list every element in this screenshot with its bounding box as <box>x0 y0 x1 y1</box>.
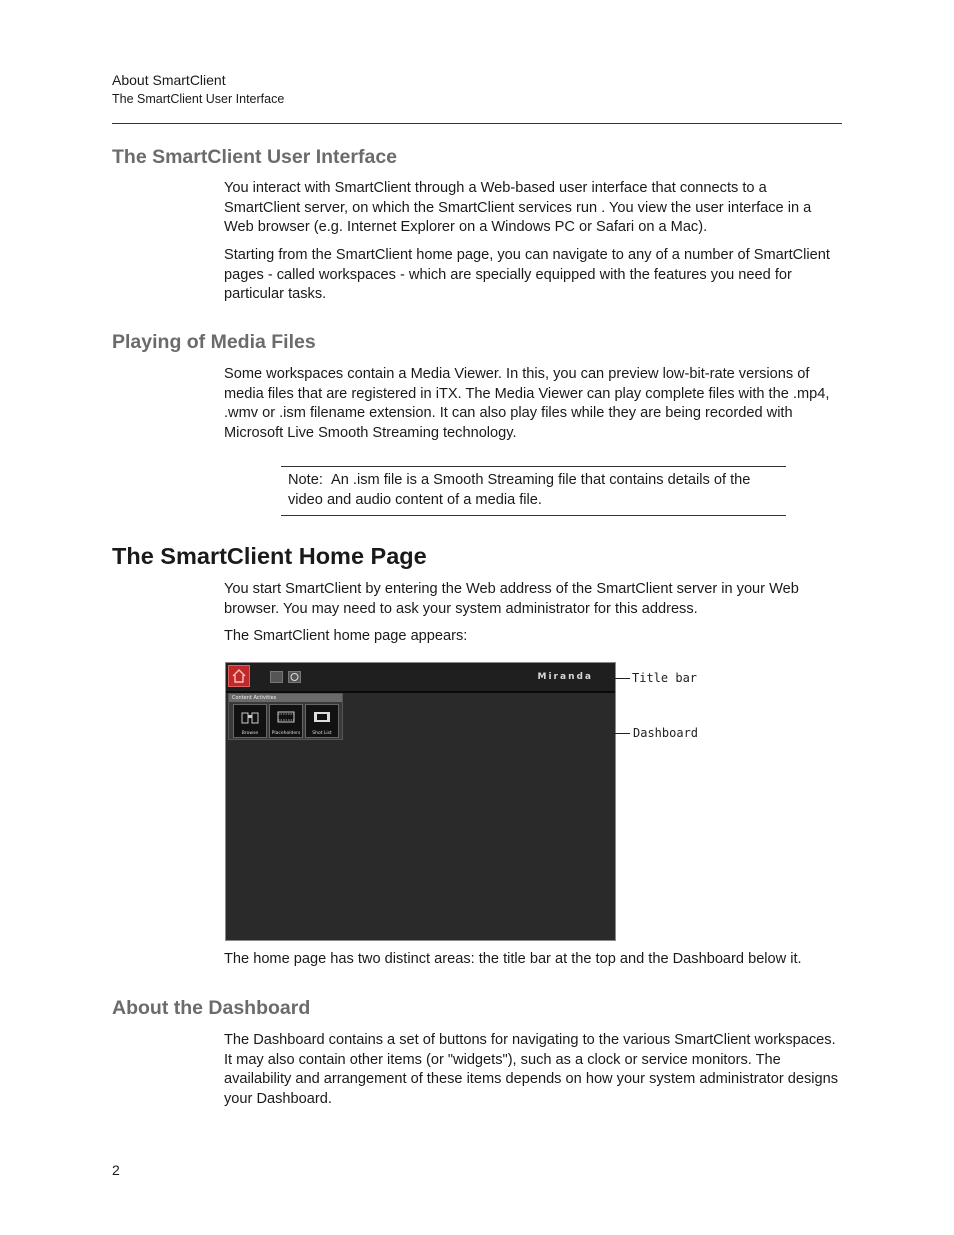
brand-logo: Miranda <box>537 672 593 682</box>
filmstrip-icon <box>313 710 331 724</box>
film-icon <box>277 710 295 724</box>
callout-line-dashboard <box>612 733 630 734</box>
heading-user-interface: The SmartClient User Interface <box>112 146 398 168</box>
tile-shot-list <box>305 704 339 738</box>
tile-placeholders <box>269 704 303 738</box>
clock-icon <box>288 671 301 683</box>
callout-title-bar: Title bar <box>632 671 698 685</box>
paragraph-home-1: You start SmartClient by entering the Web address of the SmartClient server in your Web browser. You may need to ask your system administrator for this address. <box>224 581 799 617</box>
running-header-section: The SmartClient User Interface <box>112 92 285 106</box>
paragraph-home-2: The SmartClient home page appears: <box>224 628 468 644</box>
tile-browse <box>233 704 267 738</box>
panel-title: Content Activities <box>229 694 342 702</box>
heading-dashboard: About the Dashboard <box>112 997 311 1019</box>
binoculars-icon <box>241 710 259 724</box>
running-header-chapter: About SmartClient <box>112 72 226 88</box>
running-header <box>112 71 284 108</box>
tile-label: Shot List <box>312 731 332 736</box>
paragraph-dashboard-1: The Dashboard contains a set of buttons for navigating to the various SmartClient workspaces. It may also contain other items (or "widgets"), such as a clock or service monitors. The availability and arrangement of these items depends on how your system administrator designs your Dashboard. <box>224 1032 839 1107</box>
screenshot-title-bar <box>226 663 615 693</box>
callout-dashboard: Dashboard <box>633 726 699 740</box>
callout-line-title-bar <box>612 678 630 679</box>
paragraph-media-1: Some workspaces contain a Media Viewer. In this, you can preview low-bit-rate versions of media files that are registered in iTX. The Media Viewer can play complete files with the .mp4, .wmv or .ism filename extension. It can also play files while they are being recorded with Microsoft Live Smooth Streaming technology. <box>224 366 830 441</box>
page-number: 2 <box>112 1162 120 1178</box>
content-activities-panel <box>228 693 343 740</box>
note-box: Note: An .ism file is a Smooth Streaming file that contains details of the video and audio content of a media file. <box>281 466 786 516</box>
header-rule <box>112 123 842 124</box>
heading-media-files: Playing of Media Files <box>112 331 316 353</box>
paragraph-home-3: The home page has two distinct areas: the title bar at the top and the Dashboard below it. <box>224 951 802 967</box>
heading-home-page: The SmartClient Home Page <box>112 543 427 569</box>
paragraph-ui-2: Starting from the SmartClient home page, you can navigate to any of a number of SmartClient pages - called workspaces - which are specially equipped with the features you need for particular tasks. <box>224 247 830 302</box>
paragraph-ui-1: You interact with SmartClient through a Web-based user interface that connects to a SmartClient server, on which the SmartClient services run . You view the user interface in a Web browser (e.g. Internet Explorer on a Windows PC or Safari on a Mac). <box>224 180 812 235</box>
home-page-screenshot <box>225 662 616 941</box>
home-icon <box>228 665 250 687</box>
tile-label: Placeholders <box>271 731 301 736</box>
tile-label: Browse <box>241 731 259 736</box>
toolbar-icon <box>270 671 283 683</box>
